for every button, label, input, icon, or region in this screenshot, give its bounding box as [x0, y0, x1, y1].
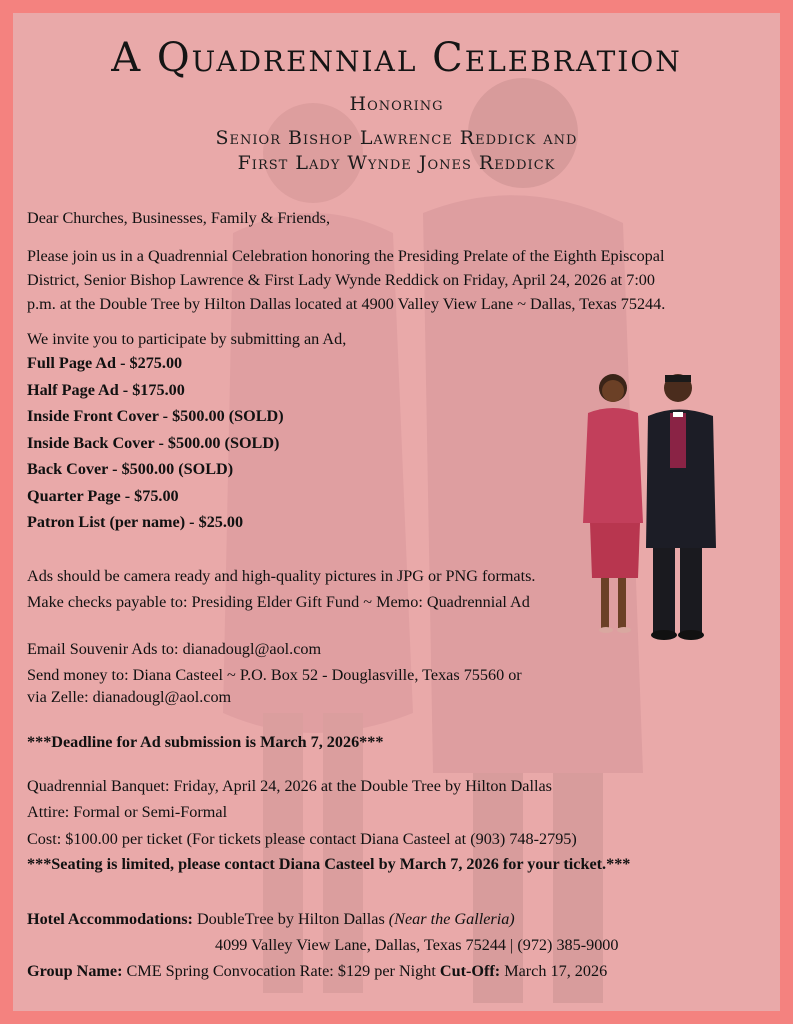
intro-line-2: District, Senior Bishop Lawrence & First Lady Wynde Reddick on Friday, April 24, 2026 at 7:00: [27, 271, 655, 289]
honoree-line-2: First Lady Wynde Jones Reddick: [237, 152, 556, 174]
email-instructions: Email Souvenir Ads to: dianadougl@aol.com: [27, 640, 322, 658]
hotel-name: DoubleTree by Hilton Dallas: [196, 910, 385, 928]
ad-price-item: Quarter Page - $75.00: [27, 486, 179, 505]
group-label: Group Name:: [27, 962, 123, 980]
seating-notice: ***Seating is limited, please contact Diana Casteel by March 7, 2026 for your ticket.***: [27, 855, 631, 873]
intro-line-1: Please join us in a Quadrennial Celebration honoring the Presiding Prelate of the Eighth Episcopal: [27, 247, 665, 265]
hotel-accommodations: [27, 908, 762, 931]
cost-info: Cost: $100.00 per ticket (For tickets please contact Diana Casteel at (903) 748-2795): [27, 830, 577, 848]
check-instructions: Make checks payable to: Presiding Elder Gift Fund ~ Memo: Quadrennial Ad: [27, 593, 530, 611]
page-title: A Quadrennial Celebration: [111, 35, 682, 81]
honoring-label: Honoring: [349, 93, 444, 115]
format-instructions: Ads should be camera ready and high-quality pictures in JPG or PNG formats.: [27, 567, 536, 585]
hotel-address: 4099 Valley View Lane, Dallas, Texas 75244 | (972) 385-9000: [215, 936, 619, 954]
ad-price-list: [27, 350, 284, 536]
hotel-label: Hotel Accommodations:: [27, 910, 193, 928]
group-info: [27, 960, 762, 983]
mail-instructions: Send money to: Diana Casteel ~ P.O. Box 52 - Douglasville, Texas 75560 or: [27, 666, 522, 684]
ad-price-item: Full Page Ad - $275.00: [27, 354, 183, 372]
ad-price-item: Half Page Ad - $175.00: [27, 380, 185, 399]
ad-price-item: Back Cover - $500.00 (SOLD): [27, 460, 234, 478]
intro-line-3: p.m. at the Double Tree by Hilton Dallas located at 4900 Valley View Lane ~ Dallas, Texas 75244.: [27, 295, 666, 313]
ad-price-item: Patron List (per name) - $25.00: [27, 513, 244, 531]
hotel-note: (Near the Galleria): [388, 910, 515, 928]
invite-text: We invite you to participate by submitting an Ad,: [27, 330, 347, 348]
deadline-notice: ***Deadline for Ad submission is March 7, 2026***: [27, 733, 384, 751]
cutoff-value: March 17, 2026: [504, 962, 608, 980]
flyer-page: [13, 13, 780, 1011]
cutoff-label: Cut-Off:: [439, 962, 501, 980]
ad-price-item: Inside Back Cover - $500.00 (SOLD): [27, 433, 280, 452]
ad-price-item: Inside Front Cover - $500.00 (SOLD): [27, 407, 284, 425]
banquet-info: Quadrennial Banquet: Friday, April 24, 2026 at the Double Tree by Hilton Dallas: [27, 777, 552, 795]
group-value: CME Spring Convocation Rate: $129 per Night: [126, 962, 436, 980]
honoree-line-1: Senior Bishop Lawrence Reddick and: [215, 127, 578, 149]
attire-info: Attire: Formal or Semi-Formal: [27, 803, 228, 821]
zelle-instructions: via Zelle: dianadougl@aol.com: [27, 688, 232, 706]
greeting: Dear Churches, Businesses, Family & Friends,: [27, 209, 331, 227]
